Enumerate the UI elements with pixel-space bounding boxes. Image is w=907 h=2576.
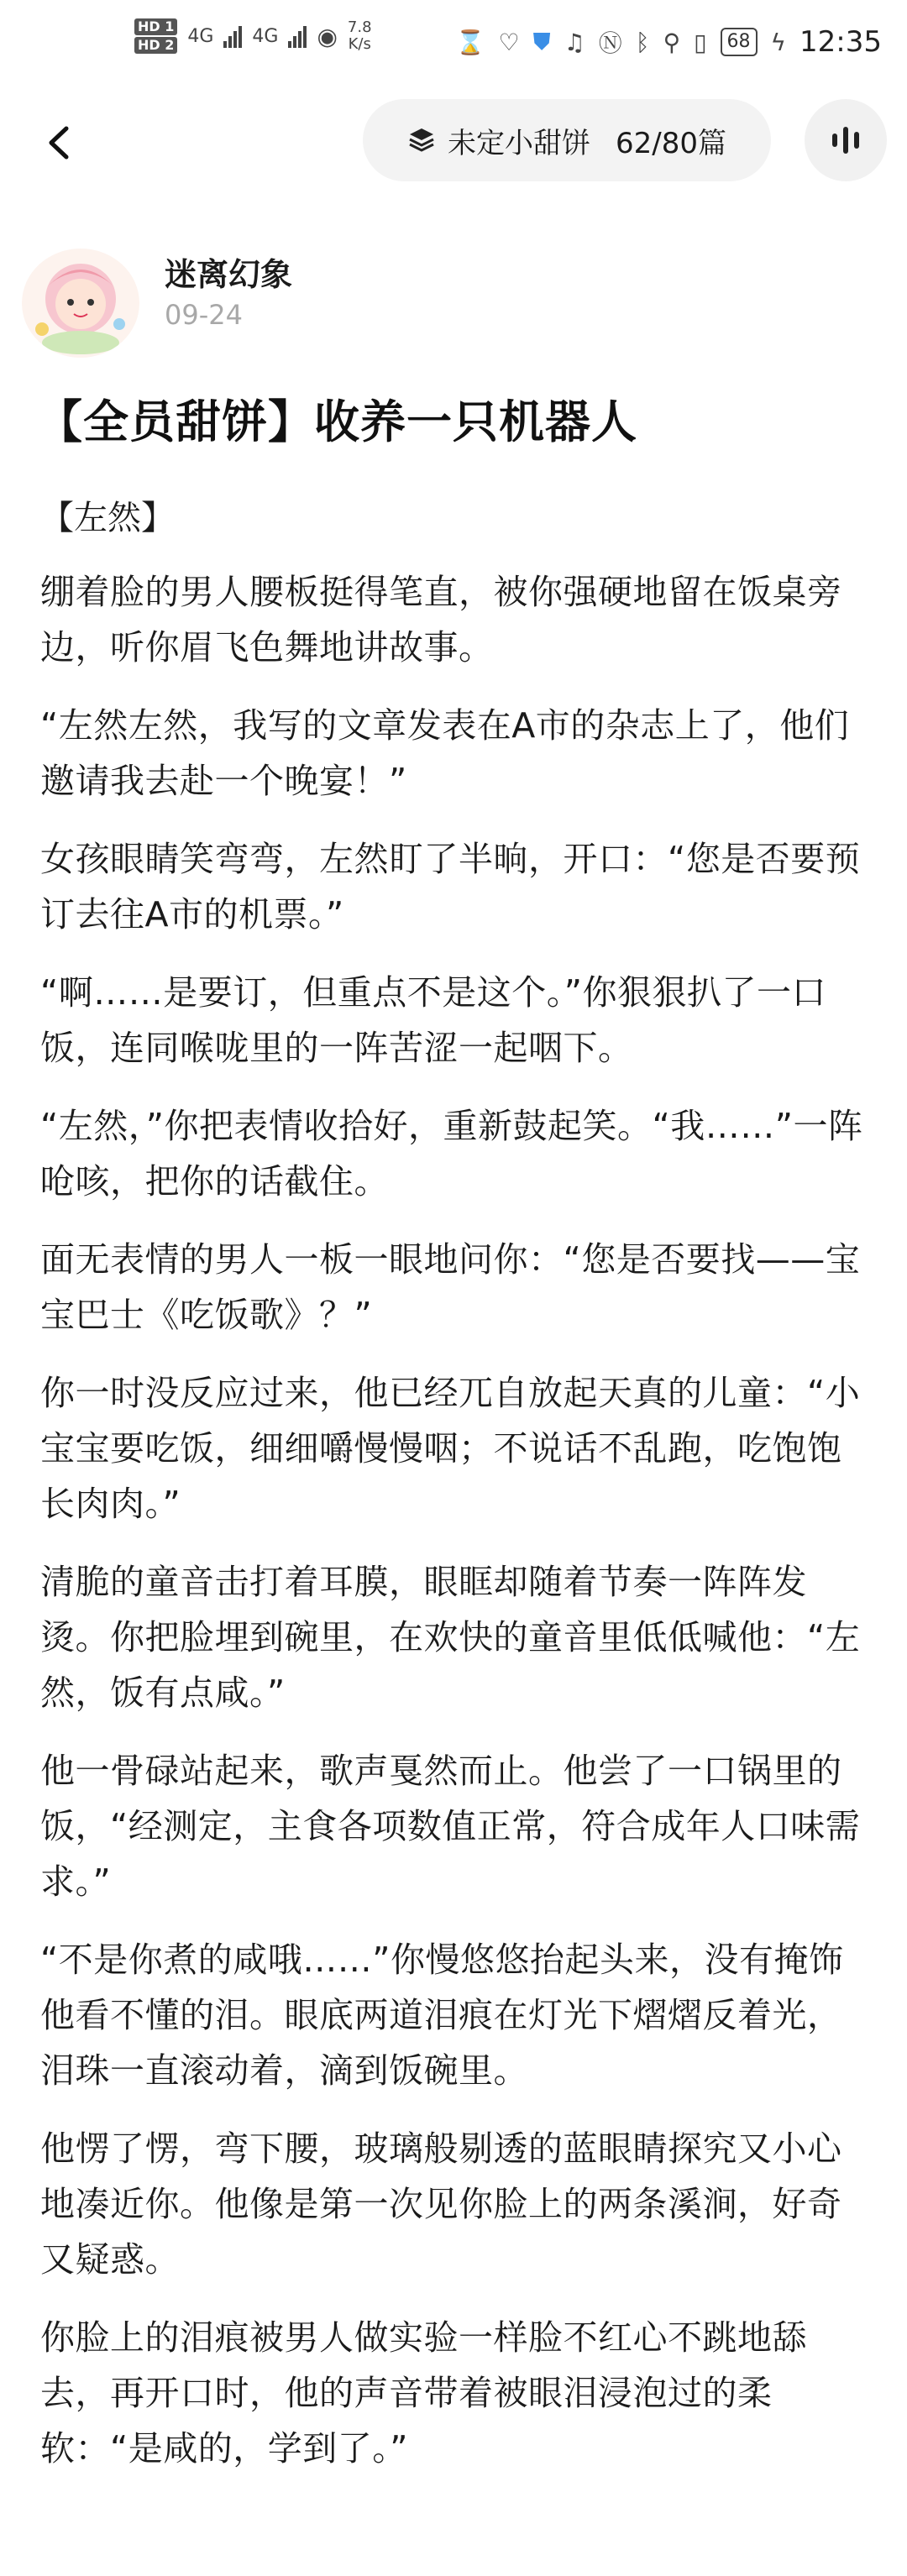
paragraph: 绷着脸的男人腰板挺得笔直，被你强硬地留在饭桌旁边，听你眉飞色舞地讲故事。: [40, 572, 842, 668]
chevron-left-icon: [45, 125, 73, 160]
paragraph: 清脆的童音击打着耳膜，眼眶却随着节奏一阵阵发烫。你把脸埋到碗里，在欢快的童音里低低喊他：“左然，饭有点咸。”: [40, 1562, 861, 1713]
paragraph: “左然左然，我写的文章发表在A市的杂志上了，他们邀请我去赴一个晚宴！”: [40, 705, 850, 801]
paragraph: “啊……是要订，但重点不是这个。”你狠狠扒了一口饭，连同喉咙里的一阵苦涩一起咽下。: [40, 972, 826, 1068]
status-left: [134, 18, 372, 54]
clock: 12:35: [800, 25, 882, 59]
collection-name: 未定小甜饼: [448, 126, 590, 160]
avatar-illustration: [22, 249, 139, 358]
signal-icon: [223, 24, 242, 48]
sim2-badge: HD 2: [134, 37, 177, 54]
location-icon: ⚲: [663, 28, 681, 56]
battery-level: 68: [721, 28, 758, 56]
audio-wave-icon: [829, 125, 862, 155]
paragraph: 你脸上的泪痕被男人做实验一样脸不红心不跳地舔去，再开口时，他的声音带着被眼泪浸泡过的柔软：“是咸的，学到了。”: [40, 2317, 807, 2469]
hourglass-icon: ⌛: [455, 28, 485, 56]
paragraph: 他一骨碌站起来，歌声戛然而止。他尝了一口锅里的饭，“经测定，主食各项数值正常，符合成年人口味需求。”: [40, 1751, 861, 1902]
collection-button[interactable]: [363, 99, 771, 181]
bluetooth-icon: ᛒ: [635, 28, 650, 56]
post-date: 09-24: [165, 299, 243, 331]
paragraph: 面无表情的男人一板一眼地问你：“您是否要找——宝宝巴士《吃饭歌》？”: [40, 1239, 861, 1335]
notification-icon: ♫: [564, 28, 585, 56]
nfc-icon: Ⓝ: [598, 29, 622, 57]
vibrate-icon: ▯: [694, 28, 707, 56]
avatar[interactable]: [22, 249, 139, 358]
paragraph: 你一时没反应过来，他已经兀自放起天真的儿童：“小宝宝要吃饭，细细嚼慢慢咽；不说话不乱跑，吃饱饱长肉肉。”: [40, 1373, 861, 1524]
speed-unit: K/s: [348, 35, 371, 53]
network-type-2: 4G: [252, 25, 279, 47]
speed-value: 7.8: [347, 18, 372, 36]
status-right: [456, 25, 882, 59]
shield-icon: ⛊: [532, 28, 551, 55]
paragraph: “左然，”你把表情收拾好，重新鼓起笑。“我……”一阵呛咳，把你的话截住。: [40, 1106, 863, 1202]
network-speed: [348, 19, 372, 53]
signal-icon-2: [288, 24, 307, 48]
wifi-icon: ◉: [317, 22, 338, 50]
heart-rate-icon: ♡: [498, 28, 520, 56]
network-type-1: 4G: [187, 25, 214, 47]
section-heading: 【左然】: [40, 499, 175, 537]
article-body: [40, 564, 872, 2499]
sim-indicator: [134, 18, 177, 54]
collection-progress: 62/80篇: [616, 126, 726, 160]
status-bar: [0, 0, 907, 101]
author-name[interactable]: 迷离幻象: [165, 256, 293, 293]
audio-play-button[interactable]: [805, 99, 887, 181]
sim1-badge: HD 1: [134, 18, 177, 35]
paragraph: 女孩眼睛笑弯弯，左然盯了半晌，开口：“您是否要预订去往A市的机票。”: [40, 839, 861, 935]
back-button[interactable]: [34, 118, 84, 168]
article-title: 【全员甜饼】收养一只机器人: [37, 395, 637, 448]
charging-icon: ϟ: [770, 28, 787, 56]
paragraph: “不是你煮的咸哦……”你慢悠悠抬起头来，没有掩饰他看不懂的泪。眼底两道泪痕在灯光下熠熠反着光，泪珠一直滚动着，滴到饭碗里。: [40, 1940, 844, 2091]
paragraph: 他愣了愣，弯下腰，玻璃般剔透的蓝眼睛探究又小心地凑近你。他像是第一次见你脸上的两条溪涧，好奇又疑惑。: [40, 2128, 842, 2280]
stack-icon: [407, 126, 436, 154]
